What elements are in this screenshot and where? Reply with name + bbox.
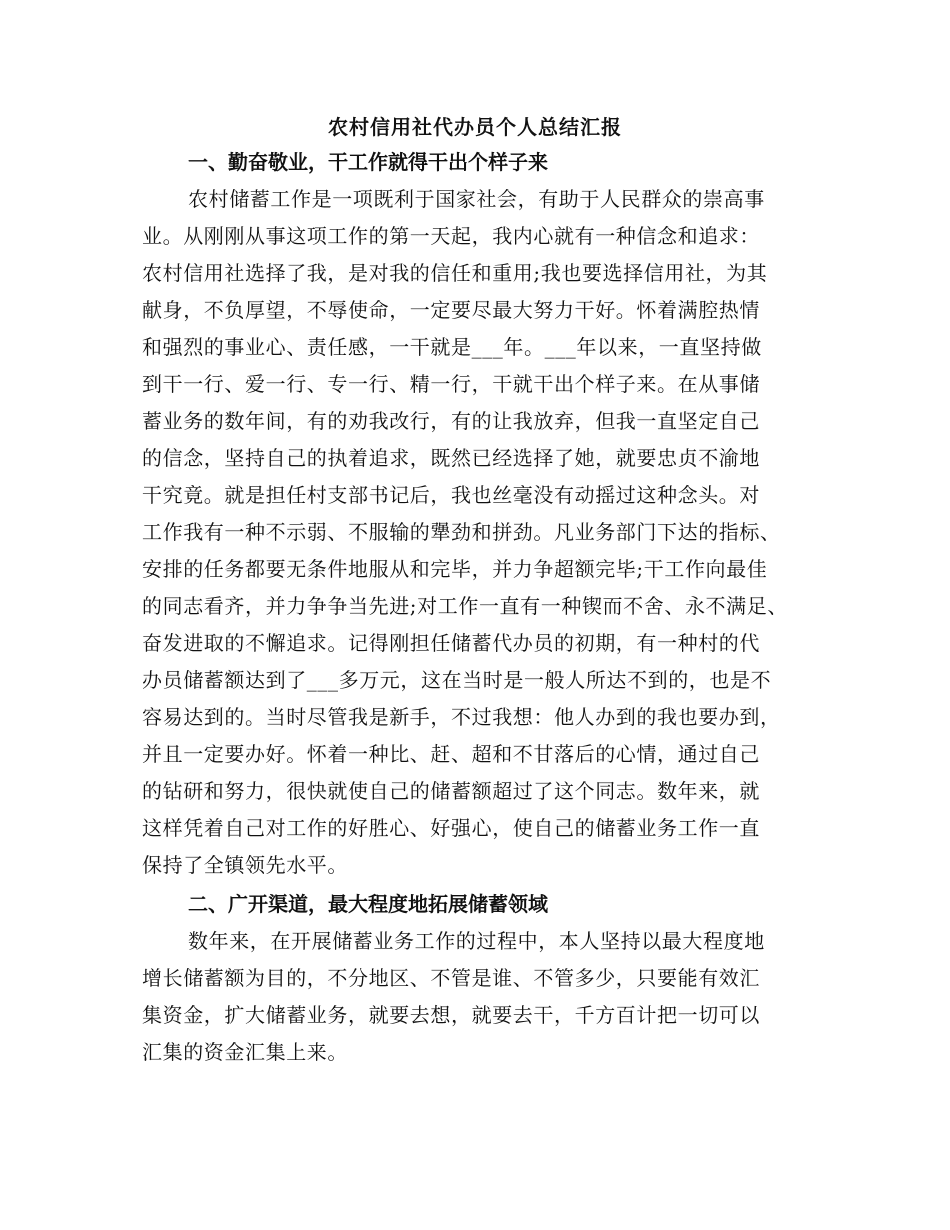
paragraph-line: 蓄业务的数年间，有的劝我改行，有的让我放弃，但我一直坚定自己: [142, 409, 760, 433]
paragraph-line: 农村信用社选择了我，是对我的信任和重用;我也要选择信用社，为其: [142, 261, 768, 285]
paragraph-line: 业。从刚刚从事这项工作的第一天起，我内心就有一种信念和追求：: [142, 224, 760, 248]
paragraph-line: 办员储蓄额达到了___多万元，这在当时是一般人所达不到的，也是不: [142, 668, 772, 692]
paragraph-line: 并且一定要办好。怀着一种比、赶、超和不甘落后的心情，通过自己: [142, 742, 760, 766]
section-heading-1: 一、勤奋敬业，干工作就得干出个样子来: [188, 150, 548, 174]
paragraph-line: 数年来，在开展储蓄业务工作的过程中，本人坚持以最大程度地: [188, 929, 765, 953]
paragraph-line: 农村储蓄工作是一项既利于国家社会，有助于人民群众的崇高事: [188, 187, 765, 211]
paragraph-line: 的钻研和努力，很快就使自己的储蓄额超过了这个同志。数年来，就: [142, 779, 760, 803]
paragraph-line: 汇集的资金汇集上来。: [142, 1040, 348, 1064]
paragraph-line: 的同志看齐，并力争争当先进;对工作一直有一种锲而不舍、永不满足、: [142, 594, 788, 618]
document-title: 农村信用社代办员个人总结汇报: [328, 115, 622, 139]
paragraph-line: 保持了全镇领先水平。: [142, 853, 348, 877]
paragraph-line: 容易达到的。当时尽管我是新手，不过我想：他人办到的我也要办到，: [142, 705, 781, 729]
paragraph-line: 集资金，扩大储蓄业务，就要去想，就要去干，千方百计把一切可以: [142, 1003, 760, 1027]
paragraph-line: 工作我有一种不示弱、不服输的犟劲和拼劲。凡业务部门下达的指标、: [142, 520, 781, 544]
paragraph-line: 增长储蓄额为目的，不分地区、不管是谁、不管多少，只要能有效汇: [142, 966, 760, 990]
paragraph-line: 安排的任务都要无条件地服从和完毕，并力争超额完毕;干工作向最佳: [142, 557, 768, 581]
paragraph-line: 的信念，坚持自己的执着追求，既然已经选择了她，就要忠贞不渝地: [142, 446, 760, 470]
paragraph-line: 到干一行、爱一行、专一行、精一行，干就干出个样子来。在从事储: [142, 372, 760, 396]
paragraph-line: 奋发进取的不懈追求。记得刚担任储蓄代办员的初期，有一种村的代: [142, 631, 760, 655]
paragraph-line: 干究竟。就是担任村支部书记后，我也丝毫没有动摇过这种念头。对: [142, 483, 760, 507]
paragraph-line: 献身，不负厚望，不辱使命，一定要尽最大努力干好。怀着满腔热情: [142, 298, 760, 322]
paragraph-line: 和强烈的事业心、责任感，一干就是___年。___年以来，一直坚持做: [142, 335, 762, 359]
paragraph-line: 这样凭着自己对工作的好胜心、好强心，使自己的储蓄业务工作一直: [142, 816, 760, 840]
section-heading-2: 二、广开渠道，最大程度地拓展储蓄领域: [188, 892, 548, 916]
